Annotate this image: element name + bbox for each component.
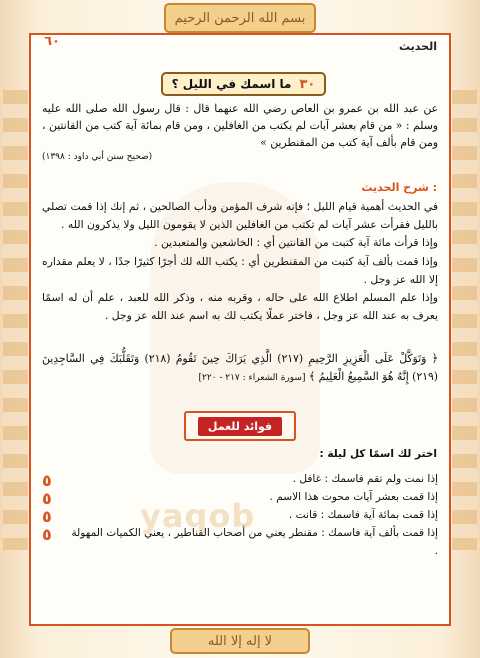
lesson-title: ما اسمك في الليل ؟ [171, 77, 292, 91]
lesson-number: ٣٠ [299, 76, 316, 92]
left-decorative-background [3, 90, 28, 550]
benefit-item [42, 506, 438, 524]
hadith-block [42, 100, 438, 163]
benefit-text: إذا قمت بمائة آية فاسمك : قانت . [288, 509, 438, 521]
benefit-text: إذا قمت بألف آية فاسمك : مقنطر يعني من أصحاب القناطير ، يعني الكميات المهولة . [71, 527, 438, 557]
benefits-title: فوائد للعمل [198, 417, 282, 436]
verse-text: ﴿ وَتَوَكَّلْ عَلَى الْعَزِيزِ الرَّحِيمِ (٢١٧) الَّذِي يَرَاكَ حِينَ تَقُومُ (٢١٨) وَتَقَلُّبَكَ فِي السَّاجِدِينَ (٢١٩) إِنَّهُ هُوَ السَّمِيعُ الْعَلِيمُ ﴾ [42, 352, 438, 384]
page-number: ٦٠ [44, 34, 60, 49]
orange-bullet-icon: ٥ [42, 489, 52, 508]
benefit-item [42, 470, 438, 488]
orange-bullet-icon: ٥ [42, 525, 52, 544]
right-decorative-background [452, 90, 477, 550]
hadith-reference: (صحيح سنن أبي داود : ١٣٩٨) [42, 152, 153, 162]
lesson-title-box [161, 72, 326, 96]
explanation-text [42, 198, 438, 325]
bottom-calligraphy-ornament: لا إله إلا الله [170, 628, 310, 654]
benefit-text: إذا نمت ولم تقم فاسمك : غافل . [292, 473, 438, 485]
explanation-heading: شرح الحديث : [361, 181, 437, 194]
explanation-paragraph: في الحديث أهمية قيام الليل ؛ فإنه شرف المؤمن ودأب الصالحين ، ثم إنك إذا قمت تصلي بالليل فقرأت عشر آيات لم تكتب من الغافلين الذين لا يقومون الليل ولا يذكرون الله . [42, 200, 438, 232]
benefit-item [42, 488, 438, 506]
benefits-intro: اختر لك اسمًا كل ليلة : [319, 448, 437, 460]
verse-reference: [سورة الشعراء : ٢١٧ - ٢٢٠] [198, 373, 306, 384]
quran-verse [42, 350, 438, 387]
explanation-paragraph: وإذا قمت بألف آية كتبت من المقنطرين أي : يكتب الله لك أجرًا كثيرًا جدًا ، لا يعلم مقداره إلا الله عز وجل . [42, 254, 438, 286]
orange-bullet-icon: ٥ [42, 507, 52, 526]
orange-bullet-icon: ٥ [42, 471, 52, 490]
benefits-title-box [184, 411, 296, 441]
benefit-text: إذا قمت بعشر آيات محوت هذا الاسم . [269, 491, 438, 503]
site-watermark: yaqob [140, 497, 256, 535]
top-calligraphy-ornament: بسم الله الرحمن الرحيم [164, 3, 316, 33]
explanation-paragraph: وإذا علم المسلم اطلاع الله على حاله ، وقربه منه ، وذكر الله للعبد ، علم أن له اسمًا يعرف به عند الله عز وجل ، فاختر عملًا يكتب لك به اسم عند الله عز وجل . [42, 291, 438, 323]
hadith-text: عن عبد الله بن عمرو بن العاص رضي الله عنهما قال : قال رسول الله صلى الله عليه وسلم : « من قام بعشر آيات لم يكتب من الغافلين ، ومن قام بمائة آية كتب من القانتين ، ومن قام بألف آية كتب من المقنطرين » [42, 102, 438, 149]
explanation-paragraph: وإذا قرأت مائة آية كتبت من القانتين أي : الخاشعين والمتعبدين . [154, 236, 438, 250]
section-title: الحديث [399, 40, 437, 53]
benefit-item [42, 524, 438, 560]
benefits-list [42, 470, 438, 560]
